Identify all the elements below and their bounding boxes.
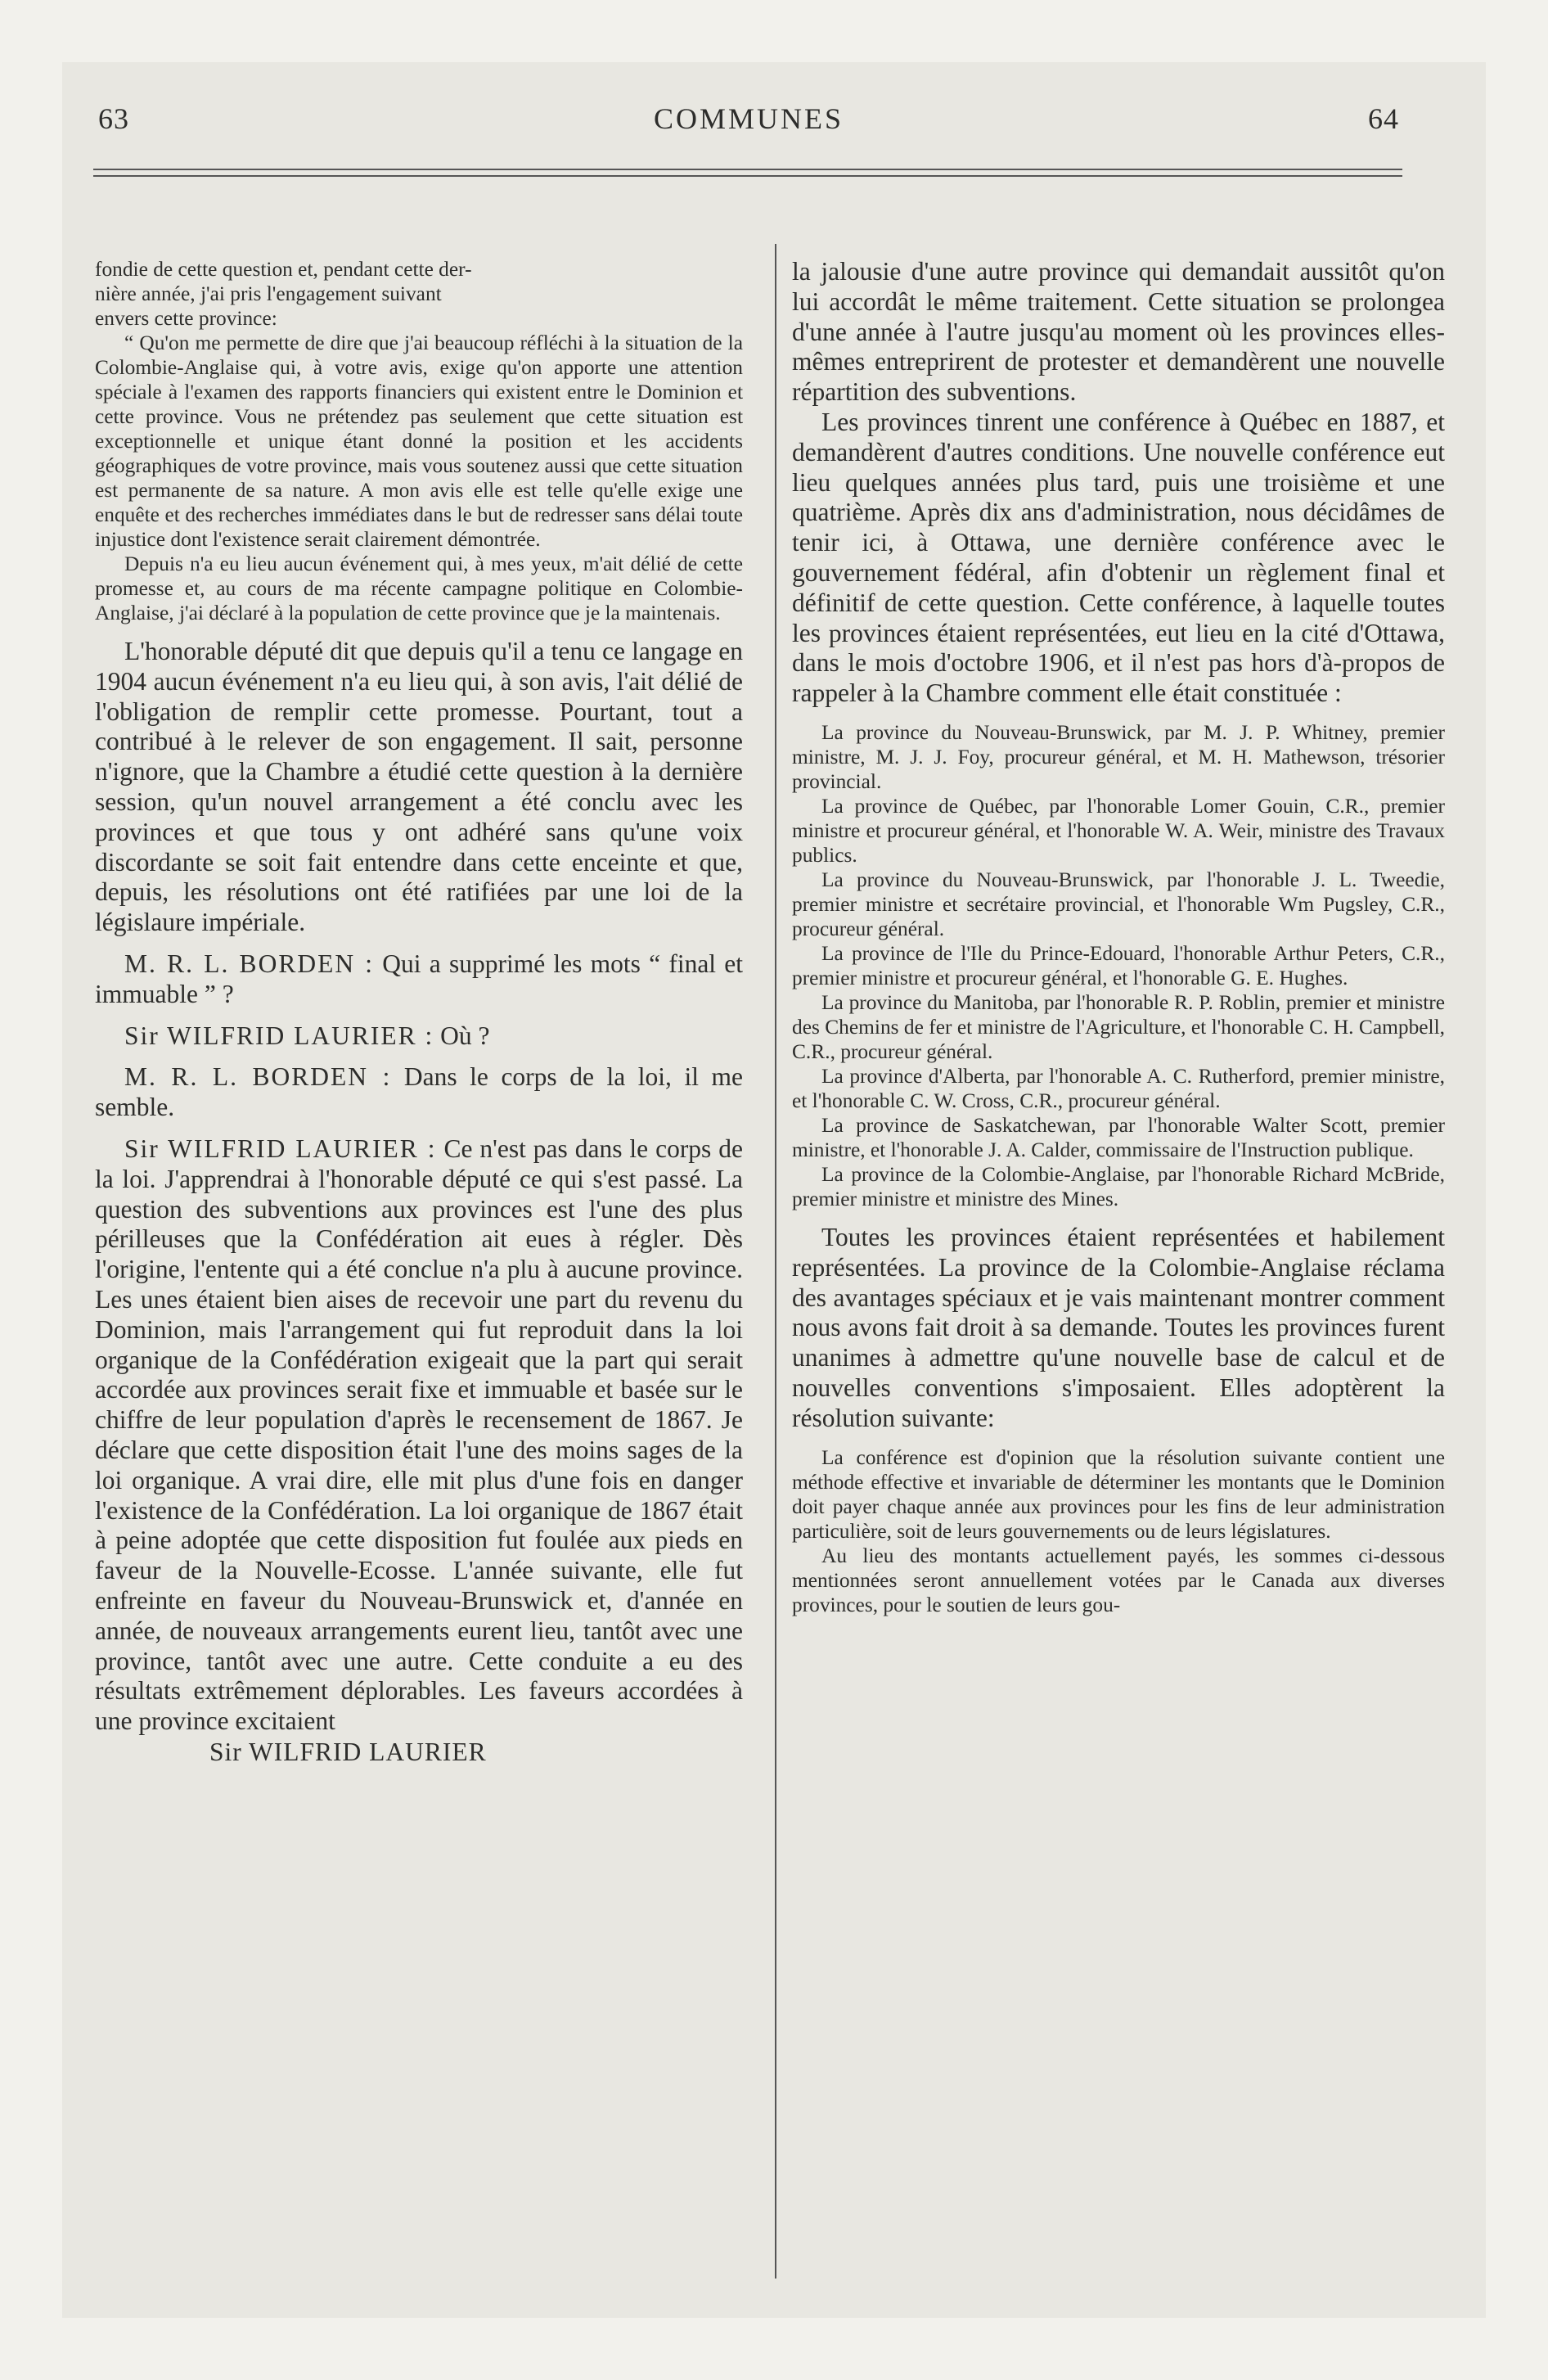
- right-column: [792, 257, 1445, 1617]
- quote-paragraph: Depuis n'a eu lieu aucun événement qui, à mes yeux, m'ait délié de cette promesse et, au cours de ma récente campagne politique en Colombie-Anglaise, j'ai déclaré à la population de cette province que je la maintenais.: [95, 552, 743, 624]
- column-divider: [775, 244, 776, 2279]
- quote-paragraph: “ Qu'on me permette de dire que j'ai beaucoup réfléchi à la situation de la Colombie-Anglaise qui, à votre avis, exige qu'on apporte une attention spéciale à l'examen des rapports financiers qui existent entre le Dominion et cette province. Vous ne prétendez pas seulement que cette situation est exceptionnelle et unique étant donné la position et les accidents géographiques de votre province, mais vous soutenez aussi que cette situation est permanente de sa nature. A mon avis elle est telle qu'elle exige une enquête et des recherches immédiates dans le but de redresser sans délai toute injustice dont l'existence serait clairement démontrée.: [95, 331, 743, 551]
- delegate-entry: La province du Nouveau-Brunswick, par M. J. P. Whitney, premier ministre, M. J. J. Foy, procureur général, et M. H. Mathewson, trésorier provincial.: [792, 720, 1445, 793]
- speech-paragraph: L'honorable député dit que depuis qu'il a tenu ce langage en 1904 aucun événement n'a eu lieu qui, à son avis, l'ait délié de l'obligation de remplir cette promesse. Pourtant, tout a contribué à le relever de son engagement. Il sait, personne n'ignore, que la Chambre a étudié cette question à la dernière session, qu'un nouvel arrangement a été conclu avec les provinces et que tous y ont adhéré sans qu'une voix discordante se soit fait entendre dans cette enceinte et que, depuis, les résolutions ont été ratifiées par une loi de la législaure impériale.: [95, 637, 743, 937]
- quote-line: envers cette province:: [95, 307, 277, 330]
- delegate-entry: La province d'Alberta, par l'honorable A. C. Rutherford, premier ministre, et l'honorable C. W. Cross, C.R., procureur général.: [792, 1064, 1445, 1112]
- speaker-name: Sir WILFRID LAURIER :: [124, 1134, 437, 1163]
- speaker-name: M. R. L. BORDEN :: [124, 1062, 392, 1092]
- delegate-entry: La province de l'Ile du Prince-Edouard, l'honorable Arthur Peters, C.R., premier ministre et procureur général, et l'honorable G. E. Hughes.: [792, 941, 1445, 989]
- header-double-rule: [93, 169, 1402, 177]
- speech-paragraph: Toutes les provinces étaient représentées et habilement représentées. La province de la Colombie-Anglaise réclama des avantages spéciaux et je vais maintenant montrer comment nous avons fait droit à sa demande. Toutes les provinces furent unanimes à admettre qu'une nouvelle base de calcul et de nouvelles conventions s'imposaient. Elles adoptèrent la résolution suivante:: [792, 1222, 1445, 1432]
- speaker-name: M. R. L. BORDEN :: [124, 949, 375, 978]
- speaker-name: Sir WILFRID LAURIER :: [124, 1021, 434, 1050]
- resolution-text: [792, 1445, 1445, 1617]
- delegate-entry: La province de Saskatchewan, par l'honorable Walter Scott, premier ministre, et l'honorable J. A. Calder, commissaire de l'Instruction publique.: [792, 1113, 1445, 1161]
- running-title: COMMUNES: [653, 102, 844, 135]
- page-number-right: 64: [1368, 102, 1399, 135]
- delegate-entry: La province de Québec, par l'honorable Lomer Gouin, C.R., premier ministre et procureur général, et l'honorable W. A. Weir, ministre des Travaux publics.: [792, 794, 1445, 867]
- delegate-entry: La province du Manitoba, par l'honorable R. P. Roblin, premier et ministre des Chemins de fer et ministre de l'Agriculture, et l'honorable C. H. Campbell, C.R., procureur général.: [792, 990, 1445, 1063]
- signature-line: Sir WILFRID LAURIER: [209, 1737, 487, 1766]
- delegate-entry: La province de la Colombie-Anglaise, par l'honorable Richard McBride, premier ministre et ministre des Mines.: [792, 1162, 1445, 1210]
- quote-line: fondie de cette question et, pendant cette der-: [95, 258, 472, 281]
- resolution-paragraph: Au lieu des montants actuellement payés, les sommes ci-dessous mentionnées seront annuellement votées par le Canada aux diverses provinces, pour le soutien de leurs gou-: [792, 1544, 1445, 1616]
- page-header: [98, 101, 1399, 151]
- quoted-passage: [95, 257, 743, 625]
- left-column: [95, 257, 743, 1768]
- speech-paragraph: la jalousie d'une autre province qui demandait aussitôt qu'on lui accordât le même traitement. Cette situation se prolongea d'une année à l'autre jusqu'au moment où les provinces elles-mêmes entreprirent de protester et demandèrent une nouvelle répartition des subventions.: [792, 257, 1445, 407]
- speech-paragraph: Sir WILFRID LAURIER : Ce n'est pas dans le corps de la loi. J'apprendrai à l'honorable député ce qui s'est passé. La question des subventions aux provinces est l'une des plus périlleuses que la Confédération ait eues à régler. Dès l'origine, l'entente qui a été conclue n'a plu à aucune province. Les unes étaient bien aises de recevoir une part du revenu du Dominion, mais l'arrangement qui fut reproduit dans la loi organique de la Confédération exigeait que la part qui serait accordée aux provinces serait fixe et immuable et basée sur le chiffre de leur population d'après le recensement de 1867. Je déclare que cette disposition était l'une des moins sages de la loi organique. A vrai dire, elle mit plus d'une fois en danger l'existence de la Confédération. La loi organique de 1867 était à peine adoptée que cette disposition fut foulée aux pieds en faveur de la Nouvelle-Ecosse. L'année suivante, elle fut enfreinte en faveur du Nouveau-Brunswick et, d'année en année, de nouveaux arrangements eurent lieu, tantôt avec une province, tantôt avec une autre. Cette conduite a eu des résultats extrêmement déplorables. Les faveurs accordées à une province excitaient: [95, 1134, 743, 1736]
- resolution-paragraph: La conférence est d'opinion que la résolution suivante contient une méthode effective et invariable de déterminer les montants que le Dominion doit payer chaque année aux provinces pour les fins de leur administration particulière, soit de leurs gouvernements ou de leurs législatures.: [792, 1445, 1445, 1543]
- quote-line: nière année, j'ai pris l'engagement suivant: [95, 282, 442, 305]
- speech-paragraph: M. R. L. BORDEN : Dans le corps de la loi, il me semble.: [95, 1062, 743, 1122]
- page-number-left: 63: [98, 102, 129, 135]
- delegates-list: [792, 720, 1445, 1211]
- delegate-entry: La province du Nouveau-Brunswick, par l'honorable J. L. Tweedie, premier ministre et secrétaire provincial, et l'honorable Wm Pugsley, C.R., procureur général.: [792, 868, 1445, 940]
- speech-paragraph: Sir WILFRID LAURIER : Où ?: [124, 1021, 490, 1050]
- speech-paragraph: Les provinces tinrent une conférence à Québec en 1887, et demandèrent d'autres conditions. Une nouvelle conférence eut lieu quelques années plus tard, puis une troisième et une quatrième. Après dix ans d'administration, nous décidâmes de tenir ici, à Ottawa, une dernière conférence avec le gouvernement fédéral, afin d'obtenir un règlement final et définitif de cette question. Cette conférence, à laquelle toutes les provinces étaient représentées, eut lieu en la cité d'Ottawa, dans le mois d'octobre 1906, et il n'est pas hors d'à-propos de rappeler à la Chambre comment elle était constituée :: [792, 407, 1445, 708]
- speech-paragraph: M. R. L. BORDEN : Qui a supprimé les mots “ final et immuable ” ?: [95, 949, 744, 1008]
- speech-text: [95, 637, 743, 1737]
